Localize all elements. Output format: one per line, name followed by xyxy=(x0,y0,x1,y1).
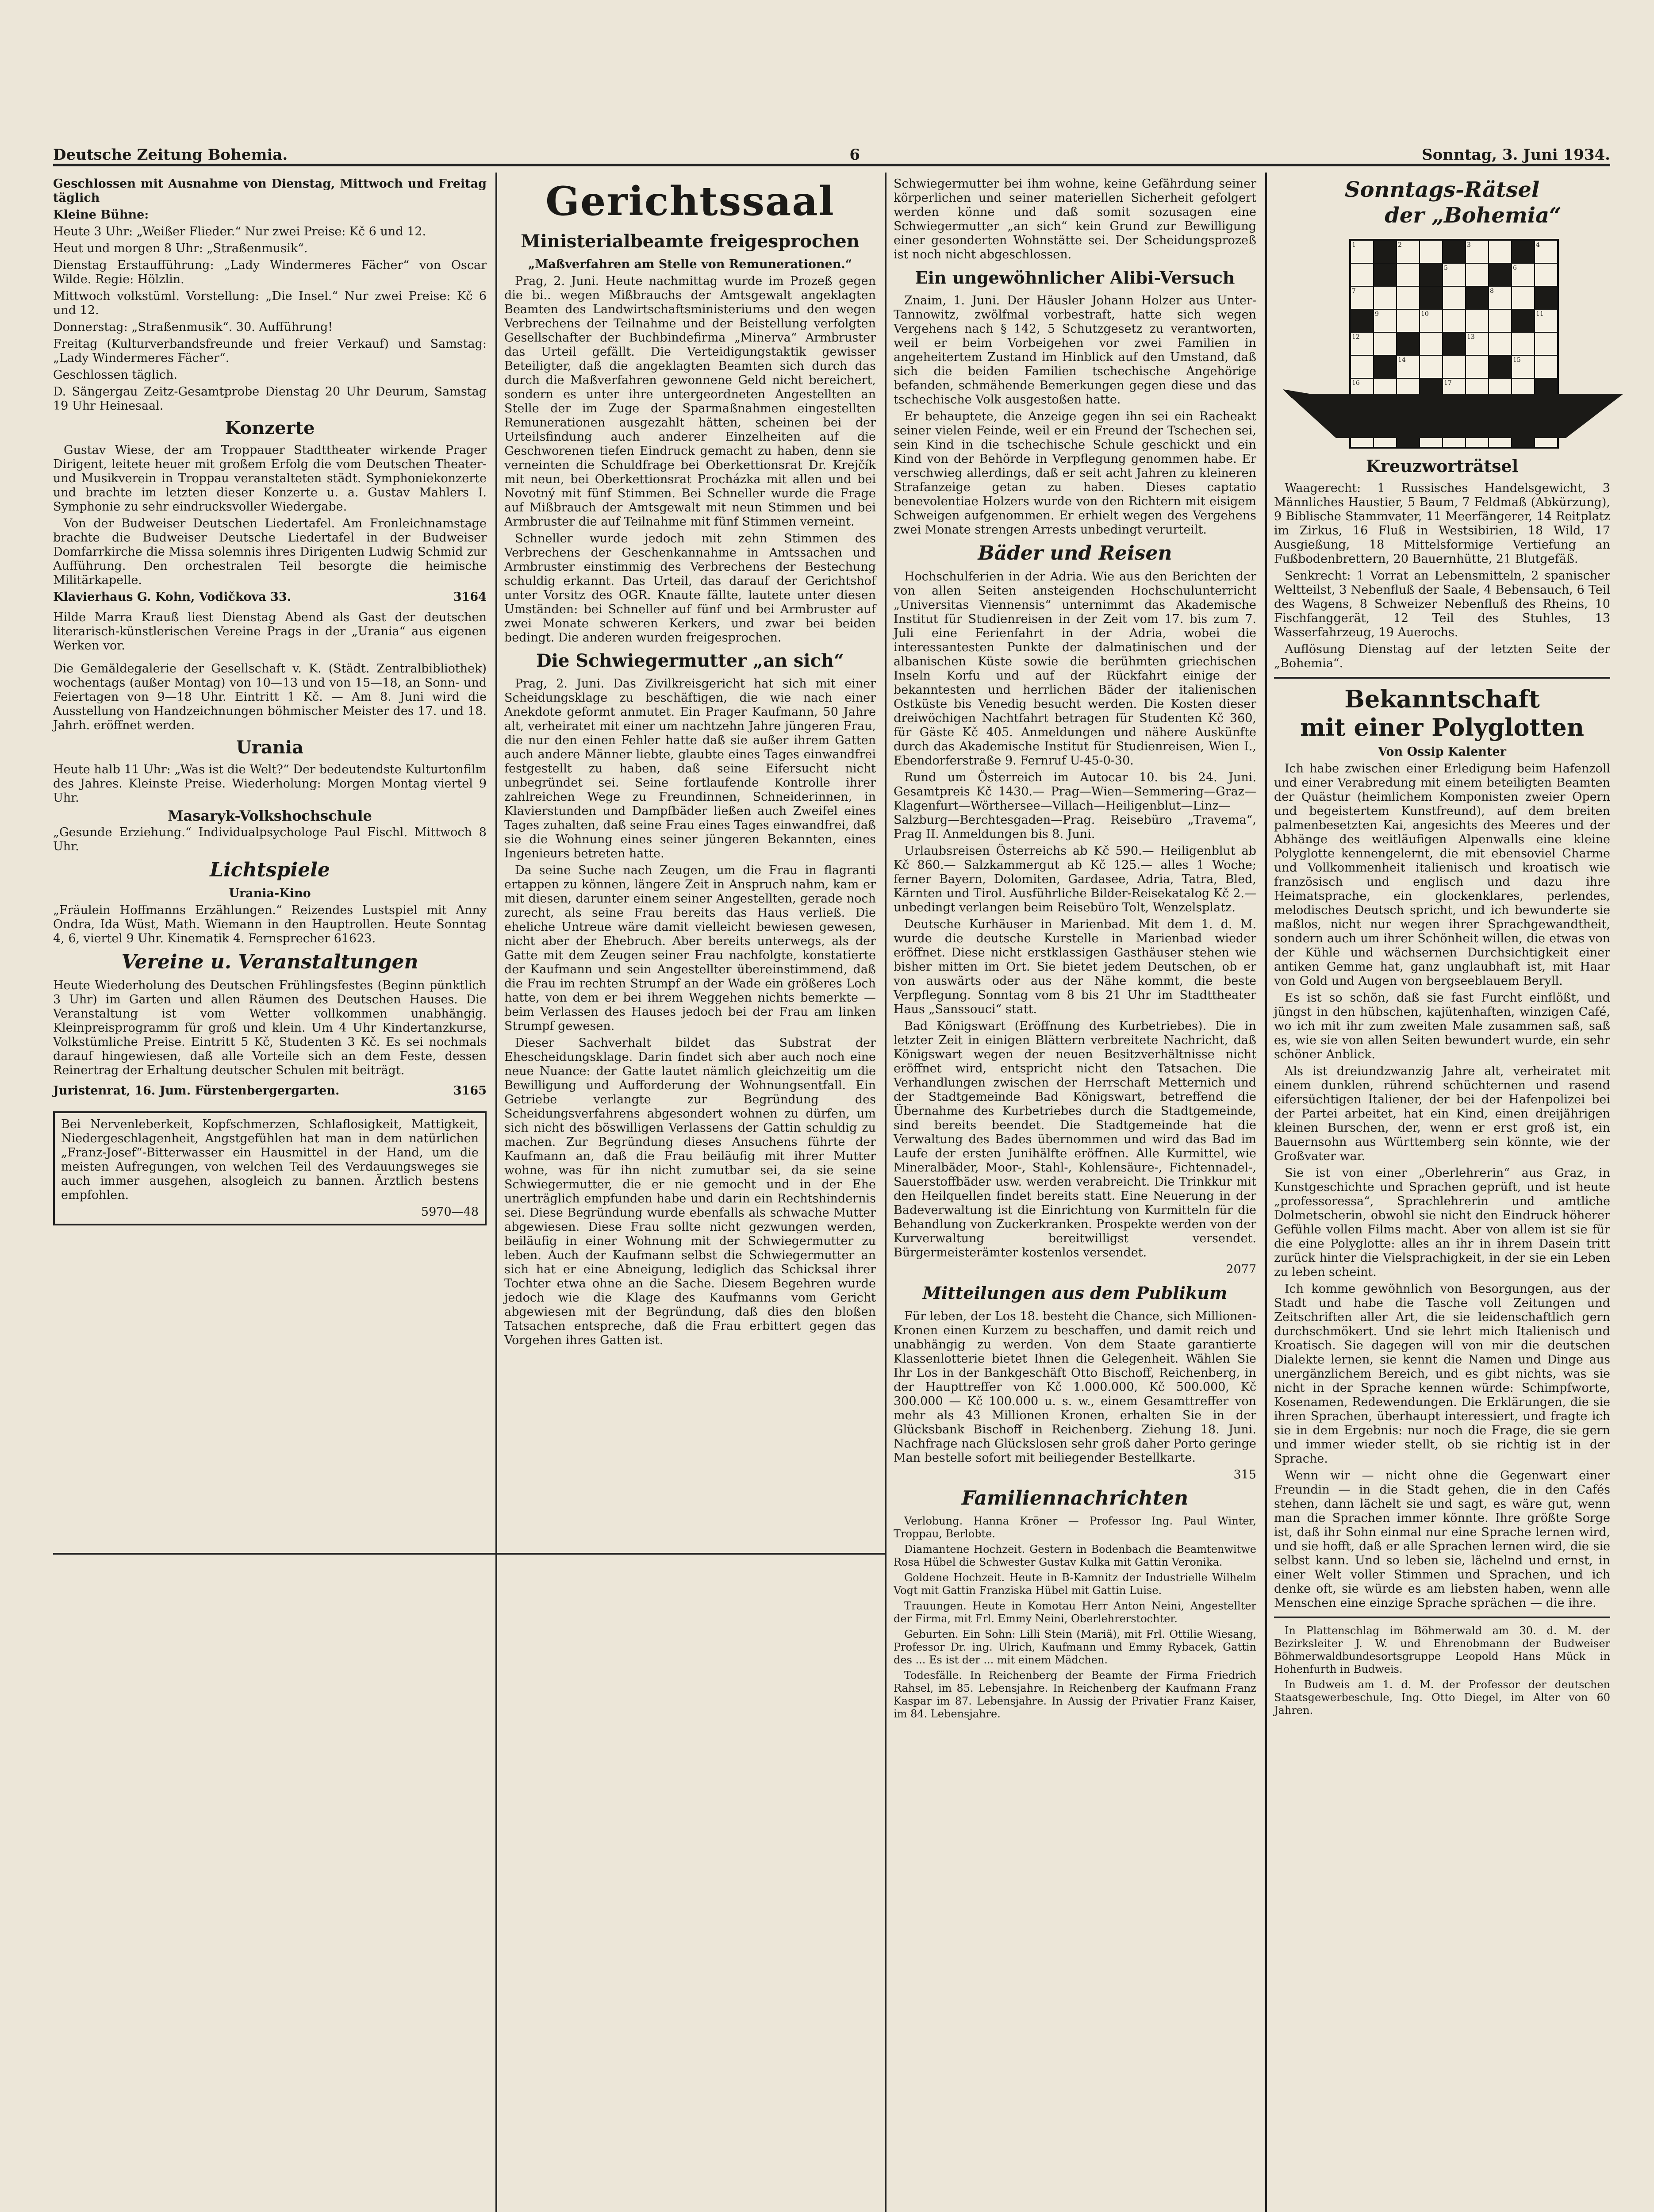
lichtspiele-subheading: Urania-Kino xyxy=(229,887,311,900)
bitterwasser-ad xyxy=(53,1111,487,1225)
baeder-paragraph: Hochschulferien in der Adria. Wie aus den Berichten der von allen Seiten ansteigenden Hochschulunterricht „Universitas Viennensis“ unternimmt das Akademische Institut für Studienreisen in der Zeit vom 17. bis zum 7. Juli eine Ferienfahrt in der Adria, wobei die interessantesten Punkte der dalmatinischen und der albanischen Küste sowie die berühmten griechischen Inseln Korfu und auf der Rückfahrt einige der bekanntesten und herrlichen Bäder der italienischen Ostküste bis Venedig besucht werden. Die Kosten dieser dreiwöchigen Nachtfahrt betragen für Studenten Kč 360, für Gäste Kč 405. Anmeldungen und nähere Auskünfte durch das Akademische Institut für Studienreisen, Wien I., Ebendorferstraße 9. Fernruf U-45-0-30. xyxy=(894,570,1256,768)
schwiegermutter-continued: Schwiegermutter bei ihm wohne, keine Gefährdung seiner körperlichen und seiner materiellen Sicherheit gefolgert werden könne und daß somit sozusagen eine Schwiegermutter „an sich“ kein Grund zur Bewilligung einer gesonderten Wohnstätte sei. Der Scheidungsprozeß ist noch nicht abgeschlossen. xyxy=(894,177,1256,261)
konzerte-paragraph: Von der Budweiser Deutschen Liedertafel. Am Fronleichnamstage brachte die Budweiser Deutsche Liedertafel in der Budweiser Domfarrkirche die Missa solemnis ihres Dirigenten Ludwig Schmid zur Aufführung. Den orchestralen Teil besorgte die heimische Militärkapelle. xyxy=(53,517,487,587)
section-rule xyxy=(1274,677,1610,679)
header-date: Sonntag, 3. Juni 1934. xyxy=(1422,146,1610,164)
bitterwasser-ad-text: Bei Nervenleberkeit, Kopfschmerzen, Schlaflosigkeit, Mattigkeit, Niedergeschlagenheit, Angstgefühlen hat man in dem natürlichen „Franz-Josef“-Bitterwasser ein Hausmittel in der Hand, um die meisten Aufregungen, von welchen Teil des Verdauungsweges sie auch immer ausgehen, alsogleich zu bannen. Ärztlich bestens empfohlen. xyxy=(61,1118,479,1202)
column-rule xyxy=(885,173,886,2212)
familien-entry: Geburten. Ein Sohn: Lilli Stein (Mariä), mit Frl. Ottilie Wiesang, Professor Dr. ing. Ulrich, Kaufmann und Emmy Rybacek, Gattin des ... Es ist der ... mit einem Mädchen. xyxy=(894,1628,1256,1666)
familien-entry: Diamantene Hochzeit. Gestern in Bodenbach die Beamtenwitwe Rosa Hübel die Schwester Gustav Kulka mit Gattin Veronika. xyxy=(894,1543,1256,1568)
baeder-paragraph: Urlaubsreisen Österreichs ab Kč 590.— Heiligenblut ab Kč 860.— Salzkammergut ab Kč 125.— alles 1 Woche; ferner Bayern, Dolomiten, Gardasee, Adria, Tatra, Bled, Kärnten und Tirol. Ausführliche Bilder-Reisekatalog Kč 2.— unbedingt verlangen beim Reisebüro Tolt, Wenzelsplatz. xyxy=(894,844,1256,914)
theater-line: Dienstag Erstaufführung: „Lady Windermeres Fächer“ von Oscar Wilde. Regie: Hölzlin. xyxy=(53,258,487,286)
newspaper-page xyxy=(53,133,1610,2212)
mitteilungen-code: 315 xyxy=(1233,1468,1256,1482)
lichtspiele-text: „Fräulein Hoffmanns Erzählungen.“ Reizendes Lustspiel mit Anny Ondra, Ida Wüst, Math. Wiemann in den Hauptrollen. Heute Sonntag 4, 6, viertel 9 Uhr. Kinematik 4. Fernsprecher 61623. xyxy=(53,903,487,945)
konzerte-heading: Konzerte xyxy=(225,418,315,438)
bitterwasser-ad-code: 5970—48 xyxy=(421,1205,479,1219)
theater-line: Mittwoch volkstüml. Vorstellung: „Die Insel.“ Nur zwei Preise: Kč 6 und 12. xyxy=(53,289,487,317)
column-raetsel xyxy=(1274,177,1610,1720)
schwiegermutter-paragraph: Dieser Sachverhalt bildet das Substrat der Ehescheidungsklage. Darin findet sich aber auch noch eine neue Nuance: der Gatte lautet nämlich gleichzeitig um die Bewilligung und Aufforderung der Wohnungsentfall. Ein Getriebe verlangte zur Begründung des Scheidungsverfahrens abgesondert wohnen zu dürfen, um sich nicht des böswilligen Verlassens der Gattin schuldig zu machen. Zur Begründung dieses Ansuchens führte der Kaufmann an, daß die Frau beiläufig mit ihrer Mutter wohne, was für ihn nicht zumutbar sei, da sie seine Schwiegermutter, die er nie gemocht und in der Ehe unerträglich empfunden habe und darin ein Rechtshindernis sei. Diese Begründung wurde ebenfalls als schwache Mutter abgewiesen. Diese Frau sollte nicht gezwungen werden, beiläufig in einer Wohnung mit der Schwiegermutter zu leben. Auch der Kaufmann selbst die Schwiegermutter an sich hat er eine Abneigung, lediglich das Schicksal ihrer Tochter etwa ohne an die Sache. Diesem Begehren wurde jedoch wie die Klage des Kaufmanns vom Gericht abgewiesen mit der Begründung, daß dies den bloßen Tatsachen entspreche, daß die Frau erbittert gegen das Vorgehen ihres Gatten ist. xyxy=(504,1036,876,1347)
klavierhaus-ad xyxy=(53,590,487,604)
column-gerichtssaal xyxy=(504,177,876,1350)
bekanntschaft-author: Von Ossip Kalenter xyxy=(1378,745,1506,759)
bekanntschaft-title-line1: Bekanntschaft xyxy=(1344,685,1540,713)
lichtspiele-heading: Lichtspiele xyxy=(210,859,330,881)
small-news-item: In Plattenschlag im Böhmerwald am 30. d. M. der Bezirksleiter J. W. und Ehrenobmann der Budweiser Böhmerwaldbundesortsgruppe Leopold Hans Mück in Hohenfurth in Budweis. xyxy=(1274,1624,1610,1675)
bekanntschaft-paragraph: Es ist so schön, daß sie fast Furcht einflößt, und jüngst in den hübschen, kajütenhaften, winzigen Café, wo ich mit ihr zum zweiten Male zusammen saß, saß es, wie sie von allen Seiten bewundert wurde, ein sehr schöner Anblick. xyxy=(1274,991,1610,1061)
hilde-notice: Hilde Marra Krauß liest Dienstag Abend als Gast der deutschen literarisch-künstlerischen Vereine Prags in der „Urania“ aus eigenen Werken vor. xyxy=(53,611,487,653)
column-news xyxy=(894,177,1256,1723)
masaryk-heading: Masaryk-Volkshochschule xyxy=(168,807,372,824)
vereine-text: Heute Wiederholung des Deutschen Frühlingsfestes (Beginn pünktlich 3 Uhr) im Garten und allen Räumen des Deutschen Hauses. Die Veranstaltung ist vom Wetter vollkommen unabhängig. Kleinpreisprogramm für groß und klein. Um 4 Uhr Kindertanzkurse, Volkstümliche Preise. Eintritt 5 Kč, Studenten 3 Kč. Es sei nochmals darauf hingewiesen, daß alle Vorteile sich an dem Feste, dessen Reinertrag der Erhaltung deutscher Schulen mit beiträgt. xyxy=(53,979,487,1077)
bekanntschaft-paragraph: Als ist dreiundzwanzig Jahre alt, verheiratet mit einem dunklen, rührend schüchternen und rasend eifersüchtigen Italiener, der bei der Hafenpolizei bei der Partei arbeitet, hat ein Kind, einen dreijährigen kleinen Burschen, der, wenn er erst groß ist, ein Bauernsohn aus Württemberg sein könnte, wie der Großvater war. xyxy=(1274,1064,1610,1163)
schwiegermutter-heading: Die Schwiegermutter „an sich“ xyxy=(536,650,844,671)
juristen-code: 3165 xyxy=(453,1084,487,1098)
theater-line: Heute 3 Uhr: „Weißer Flieder.“ Nur zwei Preise: Kč 6 und 12. xyxy=(53,225,426,238)
familien-entry: Trauungen. Heute in Komotau Herr Anton Neini, Angestellter der Firma, mit Frl. Emmy Neini, Oberlehrerstochter. xyxy=(894,1600,1256,1625)
alibi-paragraph: Er behauptete, die Anzeige gegen ihn sei ein Racheakt seiner vielen Feinde, weil er ein Freund der Tschechen sei, sein Kind in die tschechische Schule geschickt und ein Kind von der Behörde in Verpflegung genommen habe. Er verschwieg allerdings, daß er seit acht Jahren zu kleineren Strafanzeige getan zu haben. Dieses captatio benevolentiae Holzers wurde von den Richtern mit eisigem Schweigen aufgenommen. Er erhielt wegen des Vergehens zwei Monate strengen Arrests unbedingt verurteilt. xyxy=(894,410,1256,537)
section-rule xyxy=(1274,1617,1610,1618)
waagrecht-clues: Waagerecht: 1 Russisches Handelsgewicht, 3 Männliches Haustier, 5 Baum, 7 Feldmaß (Abkürzung), 9 Biblische Stammvater, 11 Meerfängerer, 14 Reitplatz im Zirkus, 16 Fluß in Westsibirien, 18 Wild, 17 Ausgießung, 18 Mittelsformige Vertiefung an Fußbodenbrettern, 20 Bauernhütte, 21 Blutgefäß. xyxy=(1274,481,1610,566)
bekanntschaft-paragraph: Ich komme gewöhnlich von Besorgungen, aus der Stadt und habe die Tasche voll Zeitungen und Zeitschriften aller Art, die sie leidenschaftlich gern durchschmökert. Und sie lehrt mich Italienisch und Kroatisch. Sie dagegen will von mir die deutschen Dialekte lernen, sie kennt die Namen und Dinge aus unergänzlichem Bereich, und es gibt nichts, was sie nicht in der Sprache kennen würde: Schimpfworte, Kosenamen, Redewendungen. Die Erklärungen, die sie ihren Sprachen, überhaupt interessiert, und fragte ich sie in dem Ergebnis: nur noch die Frage, die sie gern und immer wieder stellt, ob sie richtig ist in der Sprache. xyxy=(1274,1282,1610,1466)
section-rule xyxy=(53,1553,885,1555)
klavierhaus-ad-text: Klavierhaus G. Kohn, Vodičkova 33. xyxy=(53,590,292,604)
ministerial-heading: Ministerialbeamte freigesprochen xyxy=(521,231,860,252)
urania-text: Heute halb 11 Uhr: „Was ist die Welt?“ Der bedeutendste Kulturtonfilm des Jahres. Kleinste Preise. Wiederholung: Morgen Montag viertel 9 Uhr. xyxy=(53,763,487,805)
page-header xyxy=(53,133,1610,166)
header-masthead: Deutsche Zeitung Bohemia. xyxy=(53,146,288,164)
theater-line: D. Sängergau Zeitz-Gesamtprobe Dienstag 20 Uhr Deurum, Samstag 19 Uhr Heinesaal. xyxy=(53,385,487,413)
theater-line: Geschlossen täglich. xyxy=(53,368,178,382)
raetsel-title-line1: Sonntags-Rätsel xyxy=(1344,177,1540,202)
theater-line: Heut und morgen 8 Uhr: „Straßenmusik“. xyxy=(53,242,308,255)
familien-entry: Verlobung. Hanna Kröner — Professor Ing. Paul Winter, Troppau, Berlobte. xyxy=(894,1515,1256,1540)
bekanntschaft-paragraph: Sie ist von einer „Oberlehrerin“ aus Graz, in Kunstgeschichte und Sprachen geprüft, und ist heute „professoressa“, Sprachlehrerin und amtliche Dolmetscherin, obwohl sie nicht den Eindruck höherer Gefühle vollen Films macht. Aber von allem ist sie für die eine Polyglotte: alles an ihr in ihrem Dasein tritt zurück hinter die Vielsprachigkeit, in der sie ein Leben zu leben scheint. xyxy=(1274,1166,1610,1279)
baeder-heading: Bäder und Reisen xyxy=(978,542,1172,565)
baeder-paragraph: Deutsche Kurhäuser in Marienbad. Mit dem 1. d. M. wurde die deutsche Kurstelle in Marienbad wieder eröffnet. Diese nicht erstklassigen Gasthäuser stehen wie bisher mitten im Ort. Sie bietet jedem Deutschen, ob er von auswärts oder aus der Nähe kommt, die beste Verpflegung. Sonntag vom 8 bis 21 Uhr im Stadttheater Haus „Sanssouci“ statt. xyxy=(894,918,1256,1016)
baeder-ad-code: 2077 xyxy=(1226,1263,1256,1276)
klavierhaus-ad-code: 3164 xyxy=(453,590,487,604)
bekanntschaft-paragraph: Ich habe zwischen einer Erledigung beim Hafenzoll und einer Verabredung mit einem beteiligten Beamten der Quästur (heimlichem Komponisten zweier Opern und begeistertem Kunstfreund), auf dem breiten palmenbesetzten Kai, angesichts des Meeres und der Abhänge des weitläufigen Alpenwalls eine kleine Polyglotte kennengelernt, die mit ebensoviel Charme und Vollkommenheit italienisch und kroatisch wie französisch und englisch und dazu ihre Heimatsprache, ein glockenklares, perlendes, melodisches Deutsch spricht, und ich bewunderte sie maßlos, nicht nur wegen ihrer Sprachgewandtheit, sondern auch um ihrer Schönheit willen, die etwas von der Kühle und wächsernen Durchsichtigkeit einer antiken Gemme hat, ganz unglaubhaft ist, mit Haar von Gold und Augen von bergseeblauem Beryll. xyxy=(1274,762,1610,988)
bekanntschaft-paragraph: Wenn wir — nicht ohne die Gegenwart einer Freundin — in die Stadt gehen, die in den Cafés stehen, dann lächelt sie und sagt, es wäre gut, wenn man die Sprachen immer könnte. Ihre größte Sorge ist, daß ihr Sohn einmal nur eine Sprache lernen wird, und sie hofft, daß er alle Sprachen lernen wird, die sie selbst kann. Und so leben sie, lächelnd und ernst, in einer Welt voller Stimmen und Sprachen, und ich denke oft, sie würde es am liebsten haben, wenn alle Menschen eine einzige Sprache sprächen — die ihre. xyxy=(1274,1469,1610,1610)
schwiegermutter-paragraph: Prag, 2. Juni. Das Zivilkreisgericht hat sich mit einer Scheidungsklage zu beschäftigen, die wie nach einer Anekdote geformt anmutet. Ein Prager Kaufmann, 50 Jahre alt, verheiratet mit einer um nachtzehn Jahre jüngeren Frau, die nur den einen Fehler hatte daß sie außer ihrem Gatten auch andere Männer liebte, glaubte eines Tages einwandfrei festgestellt zu haben, daß seine Eifersucht nicht unbegründet sei. Seine fortlaufende Kontrolle ihrer zahlreichen Wege zu Freundinnen, Schneiderinnen, in Klavierstunden und Dampfbäder ließen auch Zweifel eines Tages zuhalten, daß seine Frau eines Tages einwandfrei, daß sie die Wohnung eines seiner jüngeren Bekannten, eines Ingenieurs betreten hatte. xyxy=(504,677,876,860)
boat-illustration xyxy=(1283,385,1628,442)
familien-entry: Todesfälle. In Reichenberg der Beamte der Firma Friedrich Rahsel, im 85. Lebensjahre. In Reichenberg der Kaufmann Franz Kaspar im 87. Lebensjahre. In Aussig der Privatier Franz Kaiser, im 84. Lebensjahre. xyxy=(894,1669,1256,1720)
juristen-text: Juristenrat, 16. Jum. Fürstenbergergarten. xyxy=(53,1084,340,1098)
schwiegermutter-paragraph: Da seine Suche nach Zeugen, um die Frau in flagranti ertappen zu können, längere Zeit in Anspruch nahm, kam er mit diesen, darunter einem seiner Angestellten, gerade noch zurecht, als seine Frau bereits das Haus verließ. Die eheliche Untreue wäre damit vielleicht bewiesen gewesen, nicht aber der Ehebruch. Aber bereits unterwegs, als der Gatte mit dem Zeugen seiner Frau nachfolgte, konstatierte der Kaufmann und sein Angestellter übereinstimmend, daß die Frau im rechten Strumpf an der Wade ein größeres Loch hatte, von dem er bei ihrem Weggehen nichts bemerkte — beim Verlassen des Hauses jedoch bei der Frau am linken Strumpf gewesen. xyxy=(504,864,876,1033)
urania-heading: Urania xyxy=(236,737,304,758)
ministerial-paragraph: Prag, 2. Juni. Heute nachmittag wurde im Prozeß gegen die bi.. wegen Mißbrauchs der Amtsgewalt angeklagten Beamten des Landwirtschaftsministeriums und den wegen Verbrechens der Teilnahme und der Beistellung verfolgten Gesellschafter der Buchbindefirma „Minerva“ Armbruster das Urteil gefällt. Die Verteidigungstaktik gewisser Beteiligter, daß die angeklagten Beamten sich durch das durch die Maßverfahren gewonnene Geld nicht bereichert, sondern es unter ihre untergeordneten Angestellten an Stelle der im Zuge der Sparmaßnahmen eingestellten Remunerationen ausgezahlt hätten, scheinen bei der Urteilsfindung auch anderer Einzelheiten auf die Geschworenen tiefen Eindruck gemacht zu haben, denn sie verneinten die Schuldfrage bei Oberkettionsrat Dr. Krejčík mit neun, bei Oberkettionsrat Procházka mit allen und bei Novotný mit fünf Stimmen. Bei Schneller wurde die Frage auf Mißbrauch der Amtsgewalt mit neun Stimmen und bei Armbruster die auf Teilnahme mit fünf Stimmen verneint. xyxy=(504,274,876,529)
theater-line: Kleine Bühne: xyxy=(53,208,149,222)
familien-entry: Goldene Hochzeit. Heute in B-Kamnitz der Industrielle Wilhelm Vogt mit Gattin Franziska Hübel mit Gattin Luise. xyxy=(894,1571,1256,1597)
column-rule xyxy=(495,173,497,2212)
theater-line: Donnerstag: „Straßenmusik“. 30. Aufführung! xyxy=(53,320,333,334)
baeder-paragraph: Rund um Österreich im Autocar 10. bis 24. Juni. Gesamtpreis Kč 1430.— Prag—Wien—Semmering—Graz—Klagenfurt—Wörthersee—Villach—Heiligenblut—Linz—Salzburg—Berchtesgaden—Prag. Reisebüro „Travema“, Prag II. Anmeldungen bis 8. Juni. xyxy=(894,771,1256,841)
ministerial-subheading: „Maßverfahren am Stelle von Remunerationen.“ xyxy=(528,257,852,271)
small-news-item: In Budweis am 1. d. M. der Professor der deutschen Staatsgewerbeschule, Ing. Otto Diegel, im Alter von 60 Jahren. xyxy=(1274,1678,1610,1717)
crossword-grid: 1 2 3 4 5 6 7 8 9 10 11 12 13 14 15 16 17 xyxy=(1349,239,1559,449)
masaryk-text: „Gesunde Erziehung.“ Individualpsychologe Paul Fischl. Mittwoch 8 Uhr. xyxy=(53,826,487,853)
raetsel-loesung: Auflösung Dienstag auf der letzten Seite der „Bohemia“. xyxy=(1274,642,1610,670)
theater-line: Freitag (Kulturverbandsfreunde und freier Verkauf) und Samstag: „Lady Windermeres Fächer“. xyxy=(53,337,487,365)
mitteilungen-heading: Mitteilungen aus dem Publikum xyxy=(922,1283,1228,1303)
ministerial-paragraph: Schneller wurde jedoch mit zehn Stimmen des Verbrechens der Geschenkannahme in Amtssachen und Armbruster einstimmig des Verbrechens der Bestechung schuldig erkannt. Das Urteil, das darauf der Gerichtshof unter Vorsitz des OGR. Knaute fällte, lautete unter diesen Umständen: bei Schneller auf fünf und bei Armbruster auf zwei Monate schweren Kerkers, und zwar bei beiden bedingt. Die anderen wurden freigesprochen. xyxy=(504,532,876,645)
header-page-number: 6 xyxy=(849,146,860,164)
baeder-paragraph: Bad Königswart (Eröffnung des Kurbetriebes). Die in letzter Zeit in einigen Blättern verbreitete Nachricht, daß Königswart wegen der neuen Besitzverhältnisse nicht eröffnet wird, entspricht nicht den Tatsachen. Die Verhandlungen zwischen der Herrschaft Metternich und der Stadtgemeinde Bad Königswart, betreffend die Übernahme des Kurbetriebes durch die Stadtgemeinde, sind bereits beendet. Die Stadtgemeinde hat die Verwaltung des Bades übernommen und wird das Bad im Laufe der ersten Junihälfte eröffnen. Alle Kurmittel, wie Mineralbäder, Moor-, Stahl-, Kohlensäure-, Fichtennadel-, Sauerstoffbäder usw. werden verabreicht. Die Trinkkur mit den Heilquellen findet bereits statt. Eine Neuerung in der Badeverwaltung ist die Einrichtung von Kurmitteln für die Behandlung von Zuckerkranken. Prospekte werden von der Kurverwaltung bereitwilligst versendet. Bürgermeisterämter kostenlos versendet. xyxy=(894,1019,1256,1260)
kreuzwort-heading: Kreuzworträtsel xyxy=(1366,456,1519,476)
gerichtssaal-title: Gerichtssaal xyxy=(545,178,835,225)
theater-line: Geschlossen mit Ausnahme von Dienstag, Mittwoch und Freitag täglich xyxy=(53,177,487,205)
crossword-illustration xyxy=(1274,177,1610,451)
column-theater xyxy=(53,177,487,1225)
alibi-heading: Ein ungewöhnlicher Alibi-Versuch xyxy=(915,268,1235,288)
mitteilungen-paragraph: Für leben, der Los 18. besteht die Chance, sich Millionen-Kronen einen Kurzem zu beschaffen, und damit reich und unabhängig zu werden. Von dem Staate garantierte Klassenlotterie bietet Ihnen die Gelegenheit. Wählen Sie Ihr Los in der Bankgeschäft Otto Bischoff, Reichenberg, in der Haupttreffer von Kč 1.000.000, Kč 500.000, Kč 300.000 — Kč 100.000 u. s. w., einem Gesamttreffer von mehr als 43 Millionen Kronen, erhalten Sie in der Glücksbank Bischoff in Reichenberg. Ziehung 18. Juni. Nachfrage nach Glückslosen sehr groß daher Porto geringe Man bestelle sofort mit beiliegender Bestellkarte. xyxy=(894,1310,1256,1465)
alibi-paragraph: Znaim, 1. Juni. Der Häusler Johann Holzer aus Unter-Tannowitz, zwölfmal vorbestraft, hatte sich wegen Vergehens nach § 142, 5 Schutzgesetz zu verantworten, weil er beim Vorbeigehen vor zwei Familien in angeheitertem Zustand im Hinblick auf den Umstand, daß sich die beiden Familien tschechische Angehörige befanden, schmähende Bemerkungen gegen diese und das tschechische Volk ausgestoßen hatte. xyxy=(894,294,1256,407)
raetsel-title-line2: der „Bohemia“ xyxy=(1385,203,1562,228)
juristen-notice xyxy=(53,1084,487,1098)
column-rule xyxy=(1265,173,1267,2212)
bekanntschaft-title-line2: mit einer Polyglotten xyxy=(1300,713,1584,741)
konzerte-paragraph: Gustav Wiese, der am Troppauer Stadttheater wirkende Prager Dirigent, leitete heuer mit großem Erfolg die vom Deutschen Theater- und Musikverein in Troppau veranstalteten städt. Symphoniekonzerte und brachte im letzten dieser Konzerte u. a. Gustav Mahlers I. Symphonie zu sehr eindrucksvoller Wiedergabe. xyxy=(53,443,487,514)
gemaelde-notice: Die Gemäldegalerie der Gesellschaft v. K. (Städt. Zentralbibliothek) wochentags (außer Montag) von 10—13 und von 15—18, an Sonn- und Feiertagen von 9—18 Uhr. Eintritt 1 Kč. — Am 8. Juni wird die Ausstellung von Handzeichnungen böhmischer Meister des 17. und 18. Jahrh. eröffnet werden. xyxy=(53,662,487,732)
vereine-heading: Vereine u. Veranstaltungen xyxy=(121,951,418,973)
familien-heading: Familiennachrichten xyxy=(961,1487,1189,1509)
senkrecht-clues: Senkrecht: 1 Vorrat an Lebensmitteln, 2 spanischer Weltteilst, 3 Nebenfluß der Saale, 4 Bebensauch, 6 Teil des Wagens, 8 Schweizer Nebenfluß des Rheins, 10 Fischfanggerät, 12 Teil des Stuhles, 13 Wasserfahrzeug, 19 Auerochs. xyxy=(1274,569,1610,639)
